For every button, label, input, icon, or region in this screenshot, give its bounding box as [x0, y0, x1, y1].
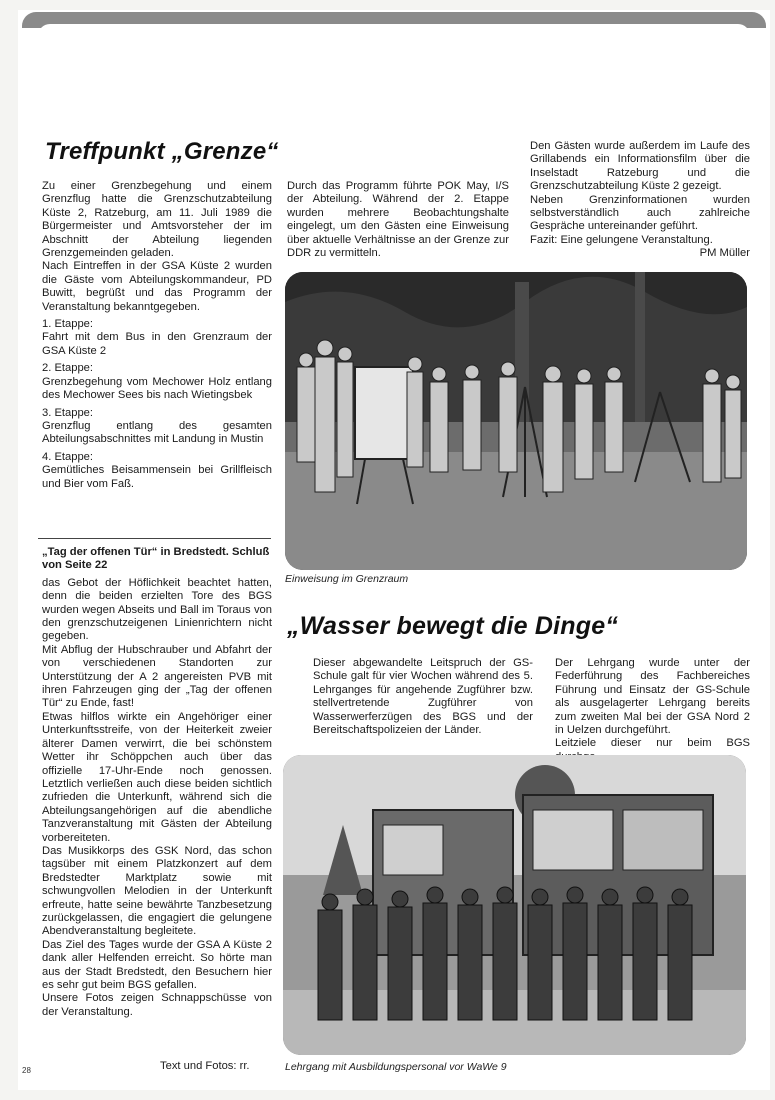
article1-col2	[287, 180, 509, 260]
article3-col1	[313, 657, 533, 737]
article3-col1-text: Dieser abgewandelte Leitspruch der GS-Schule galt für vier Wochen während des 5. Lehrganges für angehende Zugführer bzw. stellvertretende Zugführer von Wasserwerferzügen des BGS und der Bereitschaftspolizeien der Länder.	[313, 657, 533, 737]
article3-col2-text: Der Lehrgang wurde unter der Federführung des Fachbereiches Führung und Einsatz der GS-Schule als ausgelagerter Lehrgang bereits zum zweiten Mal bei der GSA Nord 2 in Uelzen durchgeführt.	[555, 657, 750, 737]
article2-paragraph: das Gebot der Höflichkeit beachtet hatten, denn die beiden erzielten Tore des BGS wurden wegen Abseits und Ball im Toraus von den grenzschutzeigenen Linienrichtern nicht gegeben.	[42, 576, 272, 643]
article1-p2: Nach Eintreffen in der GSA Küste 2 wurden die Gäste vom Abteilungskommandeur, PD Buwitt, begrüßt und das Programm der Veranstaltung bekanntgegeben.	[42, 260, 272, 313]
photo-course-group-caption: Lehrgang mit Ausbildungspersonal vor WaWe 9	[285, 1061, 507, 1073]
article1-col2-text: Durch das Programm führte POK May, I/S der Abteilung. Während der 2. Etappe wurden mehrere Beobachtungshalte eingelegt, um den Gästen eine Einweisung über aktuelle Verhältnisse an der Grenze zur DDR zu vermitteln.	[287, 180, 509, 260]
article2-paragraph: Das Musikkorps des GSK Nord, das schon tagsüber mit einem Platzkonzert auf dem Bredstedter Marktplatz sowie mit schwungvollen Melodien in der Unterkunft erfreute, hatte seine bewährte Tanzbesetzung zurückgelassen, die engagiert die gelungene Abendveranstaltung begleitete.	[42, 844, 272, 938]
article2-paragraph: Unsere Fotos zeigen Schnappschüsse von der Veranstaltung.	[42, 992, 272, 1018]
article3-col2-cont: Leitziele dieser nur beim BGS	[555, 737, 750, 750]
stage-label: 4. Etappe:	[42, 450, 94, 463]
stage-text: Fahrt mit dem Bus in den Grenzraum der GSA Küste 2	[42, 331, 272, 357]
article2-col	[42, 546, 272, 1019]
article2-credit: Text und Fotos: rr.	[160, 1060, 250, 1072]
photo-border-briefing-image	[285, 272, 747, 570]
article2-heading: „Tag der offenen Tür“ in Bredstedt. Schluß von Seite 22	[42, 546, 270, 572]
stage-text: Grenzbegehung vom Mechower Holz entlang des Mechower Sees bis nach Wietingsbek	[42, 375, 272, 402]
stage-text: Gemütliches Beisammensein bei Grillfleisch und Bier vom Faß.	[42, 464, 272, 490]
photo-border-briefing-caption: Einweisung im Grenzraum	[285, 573, 409, 585]
article1-col3-p2: Neben Grenzinformationen wurden selbstverständlich auch zahlreiche Gespräche untereinander geführt.	[530, 193, 750, 233]
article1-col3-p3: Fazit: Eine gelungene Veranstaltung.	[530, 233, 713, 246]
photo-course-group-image	[283, 755, 746, 1055]
stage-text: Grenzflug entlang des gesamten Abteilungsabschnittes mit Landung in Mustin	[42, 419, 272, 446]
article3-title: „Wasser bewegt die Dinge“	[287, 612, 619, 640]
page-number: 28	[22, 1066, 31, 1075]
stage-list	[42, 318, 272, 491]
top-band-inner	[38, 24, 750, 44]
stage-label: 3. Etappe:	[42, 406, 94, 419]
article3-col2	[555, 657, 750, 764]
photo-course-group	[283, 755, 746, 1055]
stage-label: 2. Etappe:	[42, 362, 94, 375]
article2-paragraph: Das Ziel des Tages wurde der GSA A Küste 2 dank aller Helfenden erreicht. So hörte man aus der Stadt Bredstedt, den Besuchern hier es sehr gut beim BGS gefallen.	[42, 938, 272, 991]
article1-author: PM Müller	[699, 247, 750, 260]
article1-col3	[530, 140, 750, 261]
article1-col3-p1: Den Gästen wurde außerdem im Laufe des Grillabends ein Informationsfilm über die Inselstadt Ratzeburg und die Grenzschutzabteilung Küste 2 gezeigt.	[530, 140, 750, 193]
photo-border-briefing	[285, 272, 747, 570]
stage-label: 1. Etappe:	[42, 318, 94, 331]
article1-title: Treffpunkt „Grenze“	[45, 138, 279, 165]
article2-paragraph: Etwas hilflos wirkte ein Angehöriger einer Unterkunftsstreife, von der Heiterkeit zweier älterer Damen verwirrt, die bei schönstem Wetter ihr Schöppchen auch über das offizielle 17-Uhr-Ende noch genossen. Letztlich verließen auch diese beiden sichtlich zufrieden die Unterkunft, während sich die Abteilungsangehörigen auf die abendliche Tanzveranstaltung mit Gästen der Abteilung vorbereiteten.	[42, 710, 272, 844]
article-divider	[38, 538, 271, 539]
article1-col1	[42, 180, 272, 491]
article2-paragraph: Mit Abflug der Hubschrauber und Abfahrt der von verschiedenen Standorten zur Unterstützung der A 2 angereisten PVB mit ihren Fahrzeugen ging der „Tag der offenen Tür“ zu Ende, fast!	[42, 643, 272, 710]
article1-intro: Zu einer Grenzbegehung und einem Grenzflug hatte die Grenzschutzabteilung Küste 2, Ratzeburg, am 11. Juli 1989 die Bürgermeister und Amtsvorsteher der im Abschnitt der Abteilung liegenden Grenzgemeinden geladen.	[42, 180, 272, 260]
